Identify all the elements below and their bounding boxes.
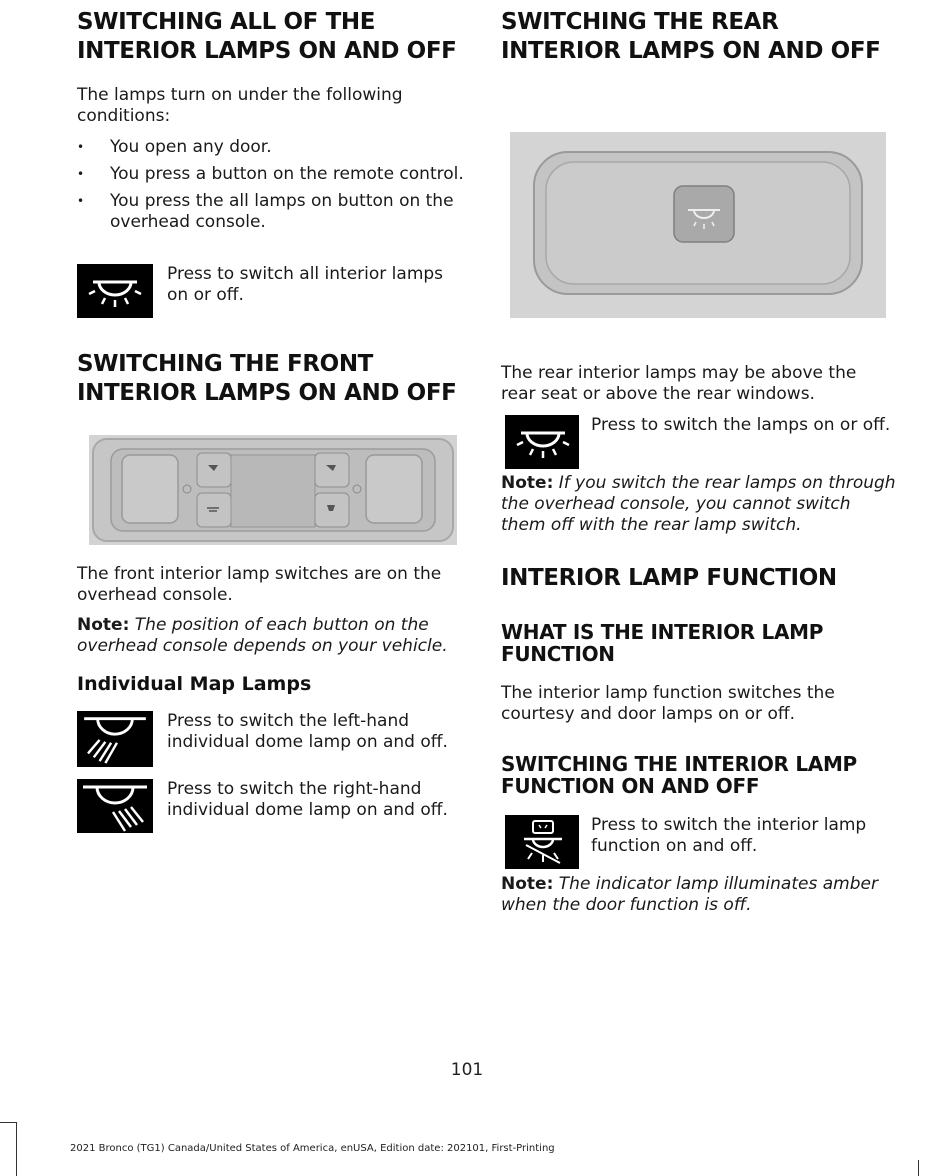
section-title-front-lamps: SWITCHING THE FRONT INTERIOR LAMPS ON AND OFF: [77, 351, 457, 406]
left-map-lamp-icon: [77, 711, 153, 767]
section-title-interior-lamp-function: INTERIOR LAMP FUNCTION: [501, 565, 837, 591]
dome-lamp-icon: [505, 415, 579, 469]
rear-lamps-text: The rear interior lamps may be above the rear seat or above the rear windows.: [501, 363, 857, 404]
front-lamps-note: [77, 615, 469, 657]
section-title-all-lamps: SWITCHING ALL OF THE INTERIOR LAMPS ON AND OFF: [77, 9, 457, 64]
note-text: The position of each button on the overhead console depends on your vehicle.: [77, 615, 448, 656]
rear-lamp-switch-image: [510, 132, 886, 318]
conditions-list: [77, 137, 469, 239]
crop-mark: [16, 1122, 17, 1176]
note-text: If you switch the rear lamps on through the overhead console, you cannot switch them off with the rear lamp switch.: [501, 473, 896, 535]
subsection-title-map-lamps: Individual Map Lamps: [77, 673, 312, 695]
rear-lamps-note: [501, 473, 896, 536]
right-map-lamp-text: Press to switch the right-hand individual dome lamp on and off.: [167, 779, 448, 820]
rear-lamps-icon-text: Press to switch the lamps on or off.: [591, 415, 891, 435]
all-lamps-icon-row: [77, 264, 469, 322]
list-item: • You press a button on the remote control.: [77, 164, 469, 185]
note-label: Note:: [501, 874, 554, 894]
door-function-icon-text: Press to switch the interior lamp function on and off.: [591, 815, 867, 856]
door-lamp-icon: [505, 815, 579, 869]
note-label: Note:: [501, 473, 554, 493]
all-lamps-icon-text: Press to switch all interior lamps on or off.: [167, 264, 444, 305]
front-overhead-console-image: [89, 435, 457, 545]
all-lamps-intro: The lamps turn on under the following conditions:: [77, 85, 403, 126]
note-label: Note:: [77, 615, 130, 635]
section-title-switching-function: SWITCHING THE INTERIOR LAMP FUNCTION ON AND OFF: [501, 752, 857, 798]
rear-lamps-icon-row: [501, 415, 896, 473]
page-number: 101: [450, 1060, 484, 1080]
section-title-what-is-function: WHAT IS THE INTERIOR LAMP FUNCTION: [501, 620, 824, 666]
section-title-rear-lamps: SWITCHING THE REAR INTERIOR LAMPS ON AND OFF: [501, 9, 881, 64]
door-function-note: [501, 874, 896, 916]
function-description: The interior lamp function switches the courtesy and door lamps on or off.: [501, 683, 835, 724]
door-function-icon-row: [501, 815, 896, 873]
list-item: • You open any door.: [77, 137, 469, 158]
crop-mark: [0, 1122, 16, 1123]
right-map-lamp-icon: [77, 779, 153, 833]
list-item: • You press the all lamps on button on the overhead console.: [77, 191, 469, 233]
left-map-lamp-text: Press to switch the left-hand individual dome lamp on and off.: [167, 711, 448, 752]
note-text: The indicator lamp illuminates amber when the door function is off.: [501, 874, 878, 915]
left-map-lamp-row: [77, 711, 469, 769]
dome-lamp-icon: [77, 264, 153, 318]
footer-edition-info: 2021 Bronco (TG1) Canada/United States of America, enUSA, Edition date: 202101, First-Printing: [70, 1143, 555, 1154]
right-map-lamp-row: [77, 779, 469, 837]
crop-mark: [918, 1160, 919, 1176]
front-lamps-text: The front interior lamp switches are on the overhead console.: [77, 564, 442, 605]
